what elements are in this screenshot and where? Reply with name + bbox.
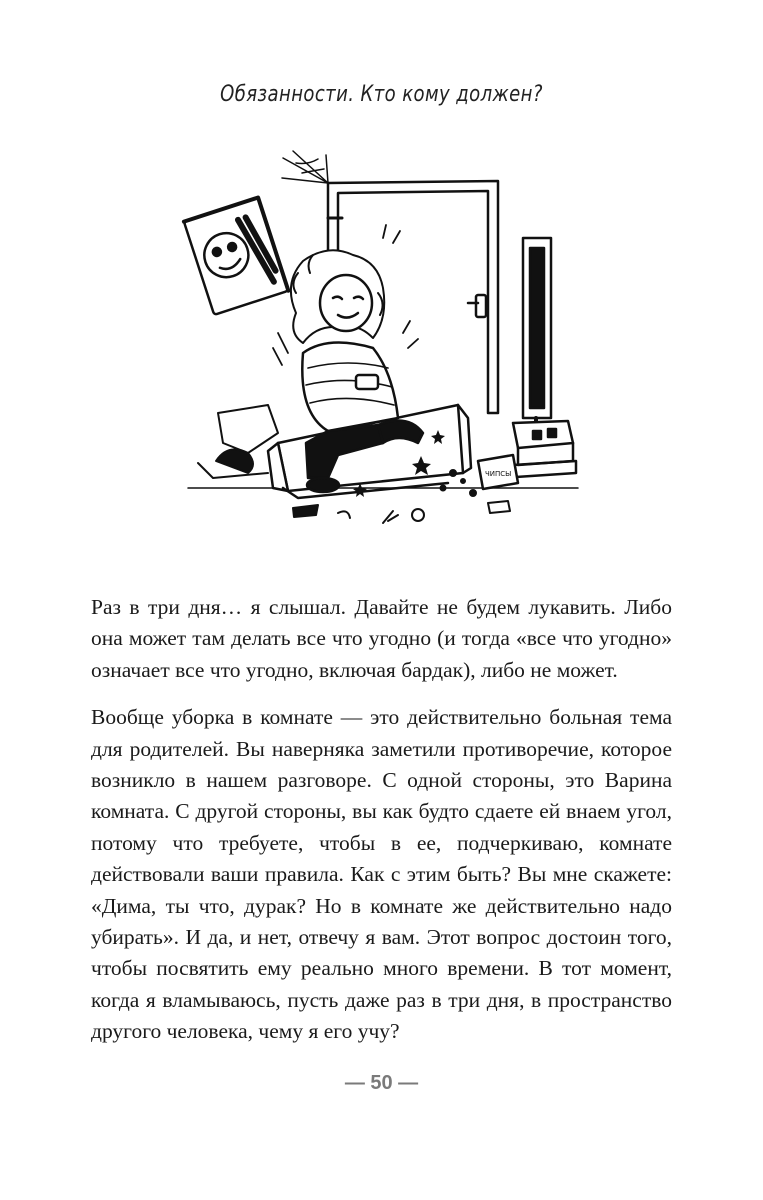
- door-handle: [476, 295, 486, 317]
- phone: [356, 375, 378, 389]
- paragraph: Раз в три дня… я слышал. Давайте не будем лукавить. Либо она может там делать все что угодно (и тогда «все что угодно» означает все что угодно, включая бардак), либо не может.: [91, 595, 672, 682]
- standing-mirror: [523, 238, 551, 433]
- spider-web: [282, 151, 328, 183]
- chips-label: ЧИПСЫ: [485, 470, 512, 478]
- illustration-girl-in-messy-room: [178, 143, 584, 538]
- page-number: — 50 —: [344, 1072, 419, 1094]
- body-text: [91, 592, 672, 1064]
- console-box: [513, 421, 576, 477]
- running-head: Обязанности. Кто кому должен?: [220, 82, 543, 107]
- chips-bag-icon: [478, 455, 518, 489]
- poster: [184, 198, 288, 315]
- paragraph: Вообще уборка в комнате — это действительно больная тема для родителей. Вы наверняка заметили противоречие, которое возникло в нашем разговоре. С одной стороны, это Варина комната. С другой стороны, вы как будто сдаете ей внаем угол, потому что требуете, чтобы в ее, подчеркиваю, комнате действовали ваши правила. Как с этим быть? Вы мне скажете: «Дима, ты что, дурак? Но в комнате же действительно надо убирать». И да, и нет, отвечу я вам. Этот вопрос достоин того, чтобы посвятить ему реально много времени. В тот момент, когда я вламываюсь, пусть даже раз в три дня, в пространство другого человека, чему я его учу?: [91, 705, 672, 1044]
